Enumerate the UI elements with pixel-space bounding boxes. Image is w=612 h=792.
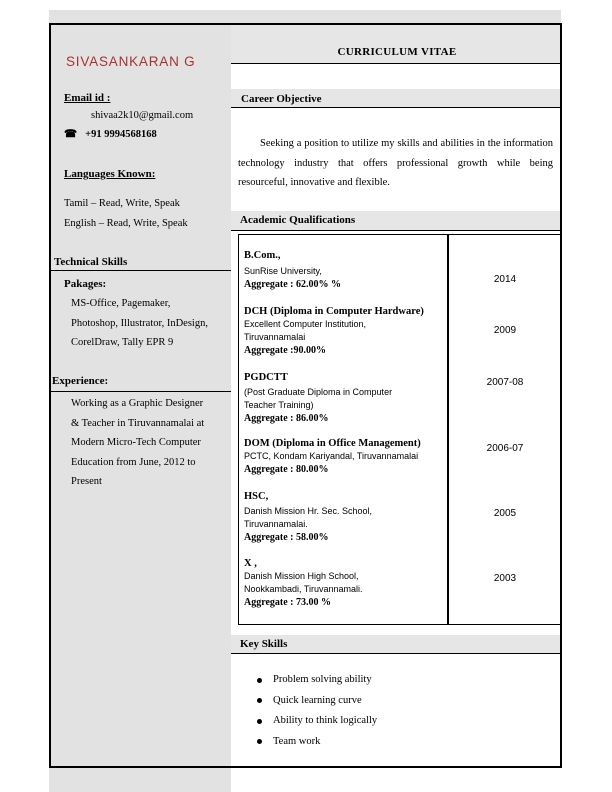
language-item: Tamil – Read, Write, Speak — [64, 198, 180, 209]
experience-divider — [51, 391, 231, 392]
qualification-year: 2006-07 — [486, 443, 524, 454]
academic-divider — [231, 230, 561, 231]
languages-label: Languages Known: — [64, 168, 156, 180]
experience-label: Experience: — [52, 375, 109, 387]
qualification-institution: Tiruvannamalai. — [244, 519, 308, 529]
qualification-institution: Danish Mission Hr. Sec. School, — [244, 506, 373, 516]
email-value: shivaa2k10@gmail.com — [91, 110, 194, 121]
career-objective-text: Seeking a position to utilize my skills and abilities in the information technology industry that offers professional growth while being resourceful, innovative and flexible. — [238, 138, 553, 188]
key-skill-item: Ability to think logically — [257, 711, 377, 732]
packages-line: MS-Office, Pagemaker, — [71, 298, 171, 309]
phone-row — [64, 128, 157, 140]
qualification-title: HSC, — [244, 491, 269, 502]
cv-title-divider — [231, 63, 561, 64]
qualification-institution: Danish Mission High School, — [244, 571, 359, 581]
qualification-aggregate: Aggregate :90.00% — [244, 345, 327, 356]
qualification-entry — [244, 490, 444, 545]
qualification-institution: (Post Graduate Diploma in Computer — [244, 387, 393, 397]
qualification-aggregate: Aggregate : 58.00% — [244, 532, 329, 543]
qualification-institution: Excellent Computer Institution, — [244, 319, 367, 329]
key-skills-divider — [231, 653, 561, 654]
qualification-title: X , — [244, 558, 257, 569]
top-gray-band — [49, 10, 561, 24]
bullet-icon — [257, 678, 262, 683]
phone-icon: ☎ — [64, 129, 78, 140]
phone-value: +91 9994568168 — [85, 129, 157, 140]
qualification-institution: PCTC, Kondam Kariyandal, Tiruvannamalai — [244, 451, 419, 461]
qualification-year: 2009 — [493, 325, 517, 336]
technical-skills-label: Technical Skills — [54, 256, 128, 268]
experience-line: Education from June, 2012 to — [71, 456, 196, 468]
qualification-title: DOM (Diploma in Office Management) — [244, 438, 421, 449]
bullet-icon — [257, 719, 262, 724]
experience-text — [71, 394, 204, 492]
packages-list — [71, 294, 208, 353]
key-skills-label: Key Skills — [240, 638, 288, 650]
bullet-icon — [257, 698, 262, 703]
cv-title: CURRICULUM VITAE — [337, 46, 457, 58]
experience-line: & Teacher in Tiruvannamalai at — [71, 417, 205, 429]
key-skill-item: Problem solving ability — [257, 670, 377, 691]
qualification-entry — [244, 249, 444, 292]
career-objective-label: Career Objective — [241, 93, 322, 105]
qualification-entry — [244, 371, 444, 426]
bullet-icon — [257, 739, 262, 744]
packages-line: CorelDraw, Tally EPR 9 — [71, 337, 174, 348]
packages-label: Pakages: — [64, 278, 107, 290]
qualification-entry — [244, 557, 444, 610]
qualification-year: 2014 — [493, 274, 517, 285]
key-skill-item: Team work — [257, 732, 377, 753]
email-label: Email id : — [64, 92, 111, 104]
qualification-aggregate: Aggregate : 86.00% — [244, 413, 329, 424]
qualification-entry — [244, 305, 444, 358]
qualification-institution: SunRise University, — [244, 266, 322, 276]
qualification-entry — [244, 437, 444, 477]
candidate-name: SIVASANKARAN G — [66, 54, 196, 69]
qualification-aggregate: Aggregate : 73.00 % — [244, 597, 332, 608]
academic-qualifications-label: Academic Qualifications — [240, 214, 356, 226]
qualification-institution: Nookkambadi, Tiruvannamali. — [244, 584, 363, 594]
qualification-title: DCH (Diploma in Computer Hardware) — [244, 306, 424, 317]
qualification-title: B.Com., — [244, 250, 281, 261]
experience-line: Present — [71, 476, 102, 487]
key-skills-list — [257, 670, 377, 752]
qualification-institution: Teacher Training) — [244, 400, 314, 410]
qualifications-column-divider — [447, 234, 449, 625]
qualification-year: 2007-08 — [486, 377, 524, 388]
qualification-title: PGDCTT — [244, 372, 288, 383]
experience-line: Modern Micro-Tech Computer — [71, 437, 201, 448]
qualification-aggregate: Aggregate : 80.00% — [244, 464, 329, 475]
packages-line: Photoshop, Illustrator, InDesign, — [71, 317, 208, 329]
technical-skills-divider — [51, 270, 231, 271]
languages-list — [64, 194, 188, 233]
qualification-year: 2003 — [493, 573, 517, 584]
objective-divider — [231, 107, 561, 108]
key-skill-item: Quick learning curve — [257, 691, 377, 712]
experience-line: Working as a Graphic Designer — [71, 398, 204, 409]
qualification-year: 2005 — [493, 508, 517, 519]
qualification-institution: Tiruvannamalai — [244, 332, 306, 342]
language-item: English – Read, Write, Speak — [64, 217, 188, 229]
qualification-aggregate: Aggregate : 62.00% % — [244, 279, 342, 290]
